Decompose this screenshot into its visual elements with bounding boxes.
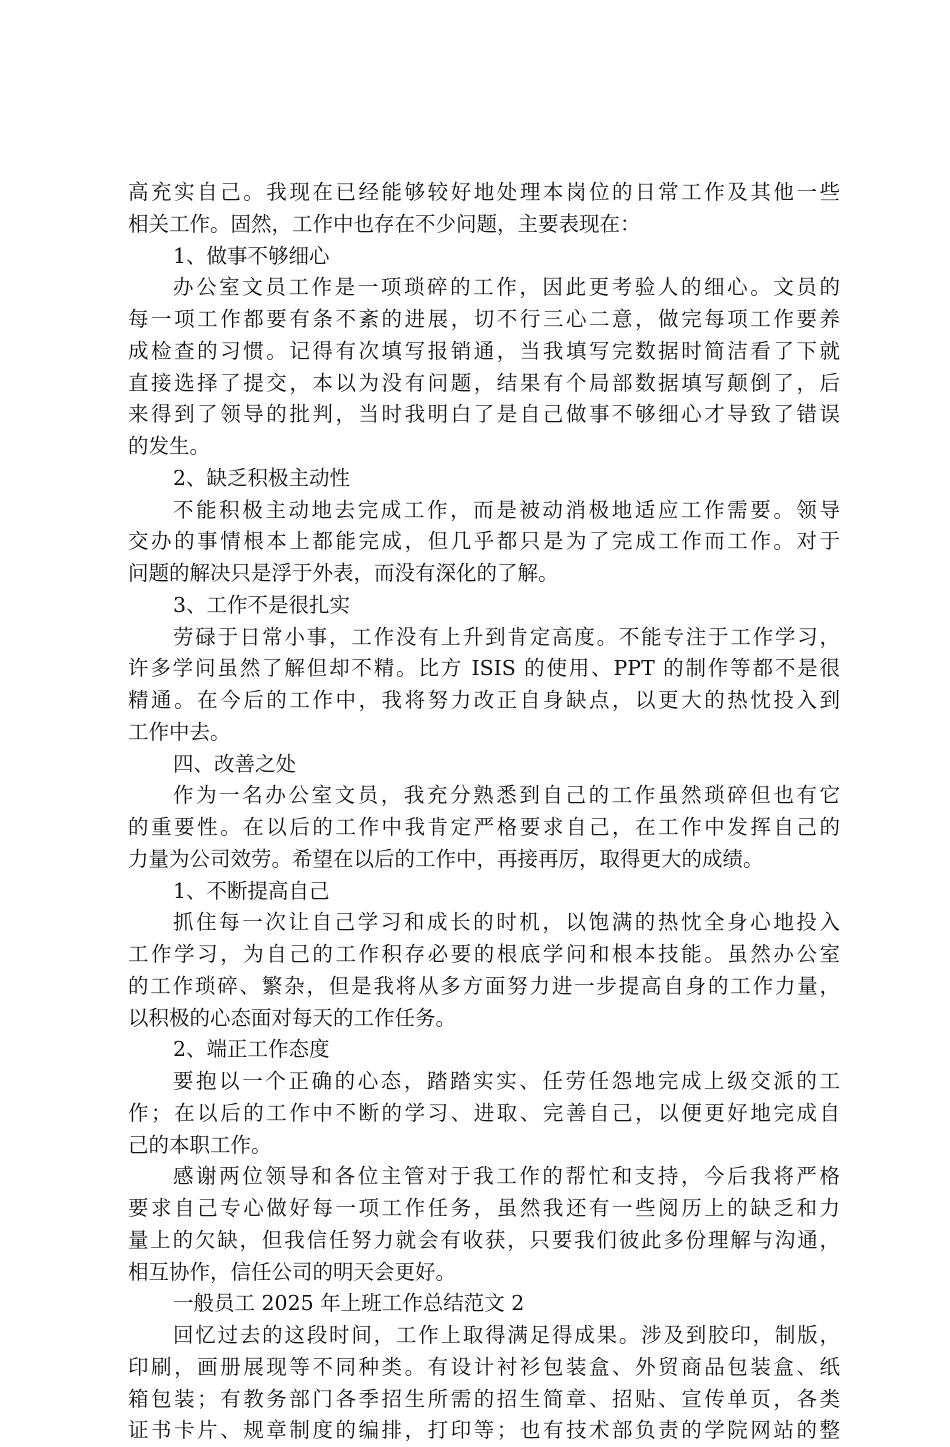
- text-line: 2、缺乏积极主动性: [173, 465, 351, 490]
- text-line: 3、工作不是很扎实: [173, 592, 351, 617]
- text-line: 交办的事情根本上都能完成，但几乎都只是为了完成工作而工作。对于: [128, 529, 840, 554]
- text-line: 作；在以后的工作中不断的学习、进取、完善自己，以便更好地完成自: [128, 1100, 840, 1125]
- text-line: 许多学问虽然了解但却不精。比方 ISIS 的使用、PPT 的制作等都不是很: [128, 656, 840, 681]
- text-line: 印刷，画册展现等不同种类。有设计衬衫包装盒、外贸商品包装盒、纸: [128, 1354, 840, 1379]
- text-line: 抓住每一次让自己学习和成长的时机，以饱满的热忱全身心地投入: [173, 910, 840, 935]
- text-line: 证书卡片、规章制度的编排，打印等；也有技术部负责的学院网站的整: [128, 1418, 840, 1443]
- text-line: 高充实自己。我现在已经能够较好地处理本岗位的日常工作及其他一些: [128, 180, 840, 204]
- text-line: 劳碌于日常小事，工作没有上升到肯定高度。不能专注于工作学习，: [173, 624, 840, 649]
- text-line: 回忆过去的这段时间，工作上取得满足得成果。涉及到胶印，制版，: [173, 1323, 840, 1347]
- text-line: 来得到了领导的批判，当时我明白了是自己做事不够细心才导致了错误: [128, 402, 840, 427]
- text-line: 不能积极主动地去完成工作，而是被动消极地适应工作需要。领导: [173, 497, 840, 522]
- text-line: 每一项工作都要有条不紊的进展，切不行三心二意，做完每项工作要养: [128, 307, 840, 331]
- text-line: 工作中去。: [128, 719, 231, 744]
- text-line: 的重要性。在以后的工作中我肯定严格要求自己，在工作中发挥自己的: [128, 815, 840, 839]
- text-line: 要求自己专心做好每一项工作任务，虽然我还有一些阅历上的缺乏和力: [128, 1196, 840, 1220]
- text-line: 工作学习，为自己的工作积存必要的根底学问和根本技能。虽然办公室: [128, 942, 840, 966]
- text-line: 2、端正工作态度: [173, 1037, 330, 1062]
- document-body: [128, 177, 840, 1447]
- text-line: 精通。在今后的工作中，我将努力改正自身缺点，以更大的热忱投入到: [128, 688, 840, 712]
- text-line: 成检查的习惯。记得有次填写报销通，当我填写完数据时简洁看了下就: [128, 338, 840, 363]
- text-line: 相关工作。固然，工作中也存在不少问题，主要表现在：: [128, 211, 641, 236]
- text-line: 办公室文员工作是一项琐碎的工作，因此更考验人的细心。文员的: [173, 275, 840, 300]
- text-line: 己的本职工作。: [128, 1132, 272, 1157]
- text-line: 的工作琐碎、繁杂，但是我将从多方面努力进一步提高自身的工作力量，: [128, 973, 840, 998]
- text-line: 箱包装；有教务部门各季招生所需的招生简章、招贴、宣传单页，各类: [128, 1386, 840, 1411]
- text-line: 1、做事不够细心: [173, 243, 330, 268]
- text-line: 四、改善之处: [173, 751, 296, 776]
- text-line: 相互协作，信任公司的明天会更好。: [128, 1259, 456, 1284]
- text-line: 的发生。: [128, 434, 210, 458]
- text-line: 问题的解决只是浮于外表，而没有深化的了解。: [128, 561, 559, 585]
- text-line: 要抱以一个正确的心态，踏踏实实、任劳任怨地完成上级交派的工: [173, 1069, 840, 1093]
- text-line: 力量为公司效劳。希望在以后的工作中，再接再厉，取得更大的成绩。: [128, 846, 764, 871]
- text-line: 感谢两位领导和各位主管对于我工作的帮忙和支持，今后我将严格: [173, 1164, 840, 1189]
- text-line: 以积极的心态面对每天的工作任务。: [128, 1005, 456, 1030]
- text-line: 直接选择了提交，本以为没有问题，结果有个局部数据填写颠倒了，后: [128, 370, 840, 395]
- text-line: 作为一名办公室文员，我充分熟悉到自己的工作虽然琐碎但也有它: [173, 783, 840, 808]
- text-line: 一般员工 2025 年上班工作总结范文 2: [173, 1291, 525, 1316]
- text-line: 1、不断提高自己: [173, 878, 330, 903]
- text-line: 量上的欠缺，但我信任努力就会有收获，只要我们彼此多份理解与沟通，: [128, 1227, 840, 1252]
